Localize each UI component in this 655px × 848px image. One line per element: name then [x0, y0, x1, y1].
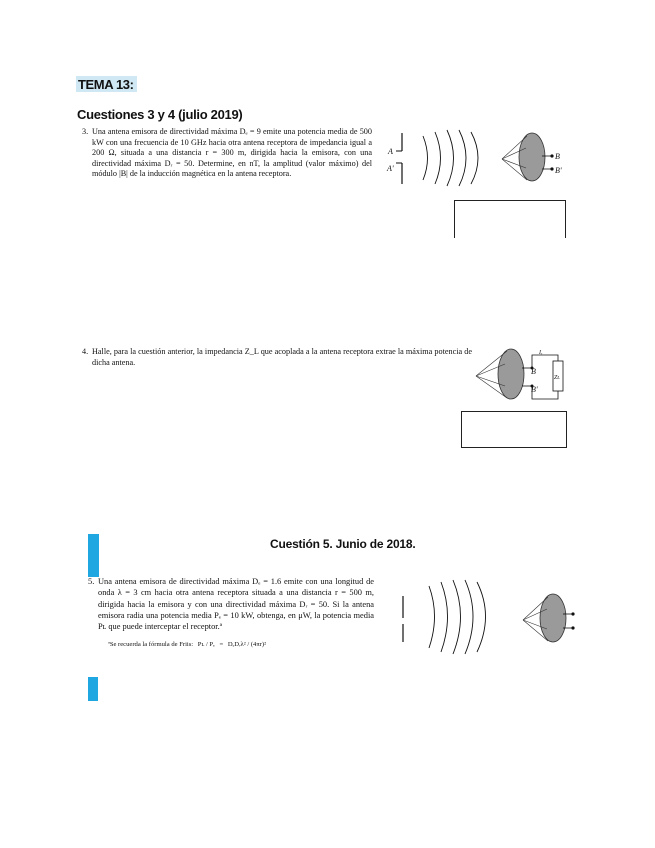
figure-antenna-link-3: [380, 128, 570, 188]
label-load: Zʟ: [554, 375, 560, 381]
label-b-prime: B': [531, 385, 538, 394]
answer-box-4[interactable]: [461, 411, 567, 448]
section-title-question-5: Cuestión 5. Junio de 2018.: [270, 537, 416, 551]
label-b-prime: B': [555, 166, 562, 175]
section-title-questions-3-4: Cuestiones 3 y 4 (julio 2019): [77, 107, 243, 122]
label-b: B: [555, 152, 560, 161]
label-a-prime: A': [387, 164, 394, 173]
label-b: B: [531, 367, 536, 376]
answer-box-3[interactable]: [454, 200, 566, 238]
formula-lhs: [198, 641, 215, 648]
formula-rhs: DₑDᵣλ² / (4πr)²: [227, 641, 267, 648]
accent-bar: [88, 534, 99, 577]
problem-5-footnote: ªSe recuerda la fórmula de Friis: Pʟ / Pₑ = DₑDᵣλ² / (4πr)²: [108, 641, 267, 649]
figure-receiver-circuit-4: [472, 346, 572, 406]
problem-5: [88, 576, 374, 632]
problem-3-number: 3.: [82, 127, 89, 136]
problem-4-text: Halle, para la cuestión anterior, la impedancia Z_L que acoplada a la antena receptora extrae la máxima potencia de dicha antena.: [92, 347, 472, 367]
formula-lhs-text: Pʟ / Pₑ: [197, 641, 215, 648]
problem-4: [82, 347, 472, 368]
figure-antenna-link-5: [395, 578, 585, 658]
topic-heading: TEMA 13:: [76, 76, 137, 92]
footnote-text: ªSe recuerda la fórmula de Friis:: [108, 641, 194, 649]
label-current: Iᵣ: [539, 350, 543, 356]
problem-5-number: 5.: [88, 577, 95, 586]
label-a: A: [388, 147, 393, 156]
problem-3: [82, 127, 372, 180]
accent-bar: [88, 677, 98, 701]
problem-5-text: Una antena emisora de directividad máxima Dₑ = 1.6 emite con una longitud de onda λ = 3 cm hacia otra antena receptora situada a una distancia r = 500 m, dirigida hacia la emisora y con una directividad máxima Dᵣ = 50. Si la antena emisora radia una potencia media Pₑ = 10 kW, obtenga, en μW, la potencia media Pʟ que puede interceptar el receptor.ª: [98, 577, 374, 632]
problem-3-text: Una antena emisora de directividad máxima Dₑ = 9 emite una potencia media de 500 kW con una frecuencia de 10 GHz hacia otra antena receptora de impedancia igual a 200 Ω, situada a una distancia r = 300 m, dirigida hacia la emisora, con una directividad máxima Dᵣ = 50. Determine, en nT, la amplitud (valor máximo) del módulo |B| de la inducción magnética en la antena receptora.: [92, 127, 372, 179]
problem-4-number: 4.: [82, 347, 89, 356]
